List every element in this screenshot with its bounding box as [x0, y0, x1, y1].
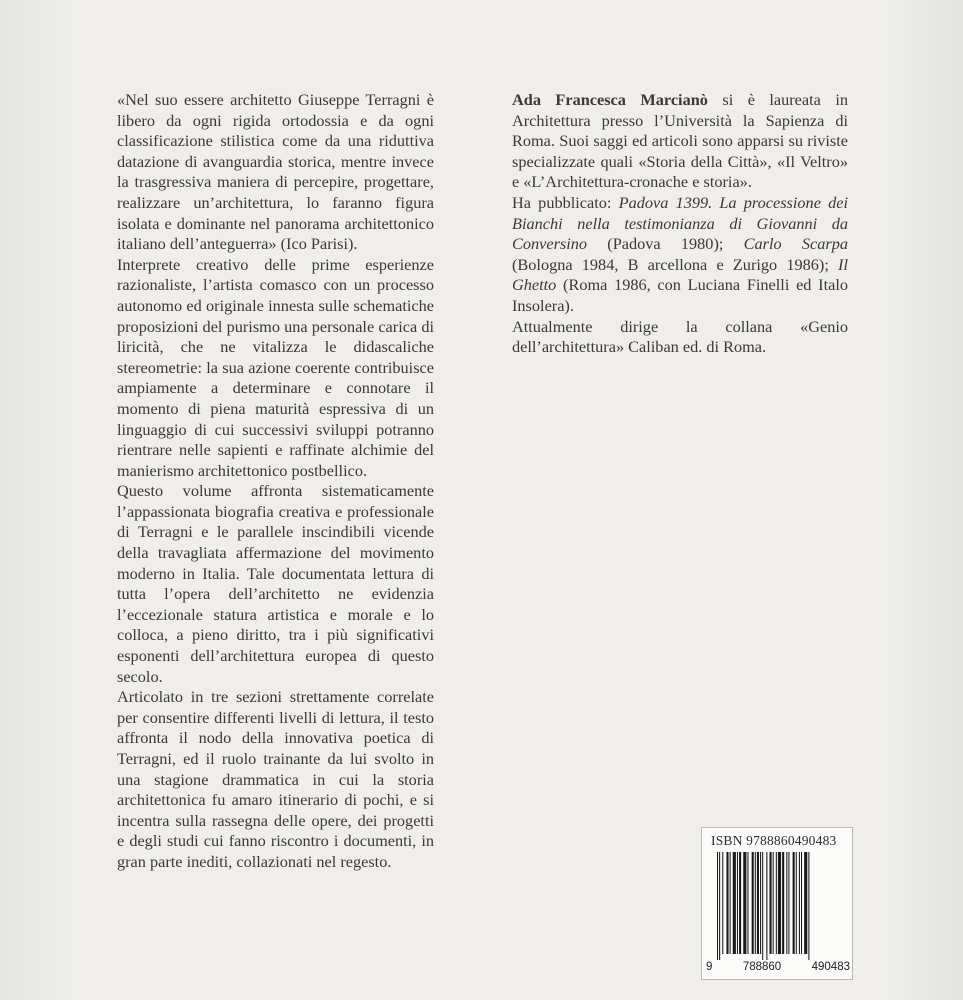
barcode-bar: [786, 852, 787, 954]
barcode-bar: [799, 852, 800, 954]
barcode-bar: [737, 852, 738, 954]
barcode-bar: [782, 852, 784, 954]
barcode-digit-group-2: 490483: [811, 961, 850, 973]
barcode-digits: [706, 961, 850, 973]
barcode-digit-prefix: 9: [706, 961, 713, 973]
description-paragraph-2: Interprete creativo delle prime esperienze razionaliste, l’artista comasco con un processo autonomo ed originale innesta sulle schematiche proposizioni del purismo una personale carica di liricità, che ne vitalizza le didascaliche stereometrie: la sua azione coerente contribuisce ampiamente a determinare e connotare il momento di piena maturità espressiva di un linguaggio di cui successivi sviluppi potranno rientrare nelle sapienti e raffinate alchimie del manierismo architettonico postbellico.: [117, 254, 434, 480]
barcode-label: [701, 827, 853, 980]
description-column: [117, 90, 434, 873]
author-bio-paragraph: [512, 90, 848, 193]
barcode-bar: [801, 852, 802, 954]
barcode-bar: [717, 852, 718, 960]
barcode-bar: [766, 852, 767, 960]
description-paragraph-1: «Nel suo essere architetto Giuseppe Terragni è libero da ogni rigida ortodossia e da ogni classificazione stilistica come da una riduttiva datazione di avanguardia storica, mentre invece la trasgressiva maniera di percepire, progettare, realizzare un’architettura, lo faranno figura isolata e dominante nel panorama architettonico italiano dell’anteguerra» (Ico Parisi).: [117, 90, 434, 254]
barcode-bar: [778, 852, 781, 954]
author-bio-text: si è laureata in Architettura presso l’Università la Sapienza di Roma. Suoi saggi ed articoli sono apparsi su riviste specializzate quali «Storia della Città», «Il Veltro» e «L’Architettura-cronache e storia».: [512, 90, 848, 192]
barcode-bar: [762, 852, 763, 960]
publication-title-2: Carlo Scarpa: [743, 234, 848, 254]
barcode-bar: [808, 852, 809, 960]
publications-paragraph: [512, 193, 848, 317]
barcode-bar: [719, 852, 720, 960]
publications-intro: Ha pubblicato:: [512, 192, 619, 212]
publication-title-3: Il Ghetto: [512, 254, 848, 295]
description-paragraph-4: Articolato in tre sezioni strettamente correlate per consentire differenti livelli di lettura, il testo affronta il nodo della innovativa poetica di Terragni, ed il ruolo trainante da lui svolto in una stagione drammatica in cui la storia architettonica fu amaro itinerario di pochi, e si incentra sulla rassegna delle opere, dei progetti e degli studi cui fanno riscontro i documenti, in gran parte inediti, collazionati nel regesto.: [117, 687, 434, 871]
publication-detail-3: (Roma 1986, con Luciana Finelli ed Italo Insolera).: [512, 275, 848, 315]
barcode-bar: [733, 852, 736, 954]
barcode-bar: [747, 852, 748, 954]
barcode-bar: [722, 852, 723, 954]
author-bio-column: [512, 90, 848, 358]
barcode-bar: [739, 852, 741, 954]
publication-title-1: Padova 1399. La processione dei Bianchi nella testimonianza di Giovanni da Conversino: [512, 192, 849, 254]
isbn-number: ISBN 9788860490483: [711, 833, 837, 848]
barcode-bar: [796, 852, 797, 954]
barcode-bar: [770, 852, 772, 954]
barcode-bars: [717, 852, 839, 960]
publication-detail-2: (Bologna 1984, B arcellona e Zurigo 1986);: [512, 254, 839, 274]
barcode-digit-group-1: 788860: [742, 961, 782, 973]
barcode-bar: [726, 852, 728, 954]
barcode-bar: [804, 852, 807, 954]
barcode-bar: [730, 852, 731, 954]
barcode-bar: [788, 852, 789, 954]
barcode-bar: [743, 852, 746, 954]
author-name: Ada Francesca Marcianò: [512, 90, 708, 109]
barcode-bar: [760, 852, 761, 954]
barcode-bar: [752, 852, 754, 954]
publication-detail-1: (Padova 1980);: [587, 234, 744, 254]
description-paragraph-3: Questo volume affronta sistematicamente l’appassionata biografia creativa e professionale di Terragni e le parallele inscindibili vicende della travagliata affermazione del movimento moderno in Italia. Tale documentata lettura di tutta l’opera dell’architetto ne evidenzia l’eccezionale statura artistica e morale e lo colloca, a pieno diritto, tra i più significativi esponenti dell’architettura europea di questo secolo.: [117, 481, 434, 686]
series-director-paragraph: Attualmente dirige la collana «Genio dell’architettura» Caliban ed. di Roma.: [512, 316, 848, 357]
barcode-bar: [776, 852, 777, 954]
barcode-bar: [793, 852, 795, 954]
barcode-bar: [755, 852, 756, 954]
barcode-bar: [757, 852, 759, 954]
barcode-bar: [773, 852, 774, 954]
